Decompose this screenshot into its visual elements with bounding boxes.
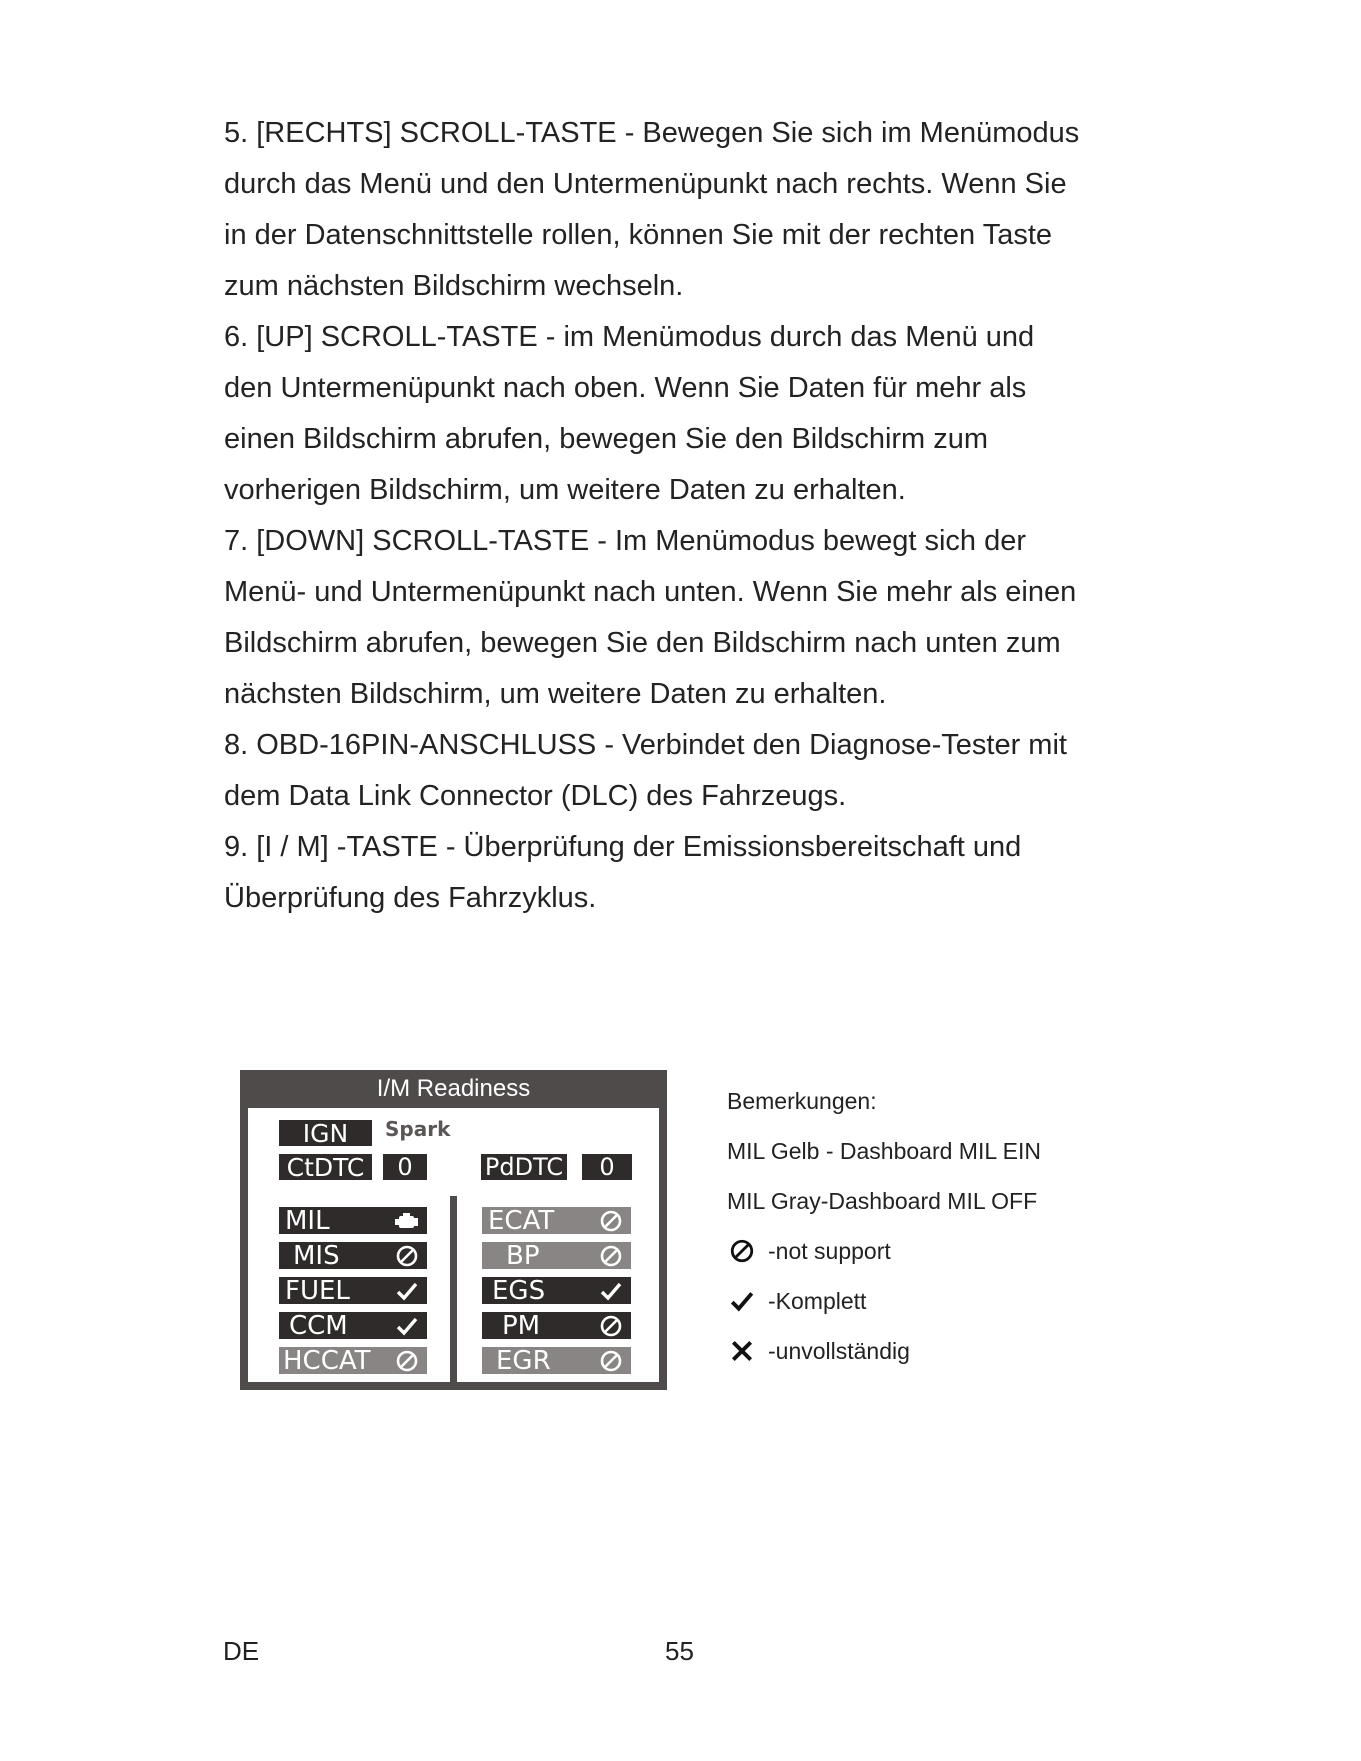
line: 7. [DOWN] SCROLL-TASTE - Im Menümodus bewegt sich der (224, 525, 1027, 557)
line: zum nächsten Bildschirm wechseln. (224, 270, 684, 302)
check-icon (395, 1314, 419, 1338)
monitor-row-pm (482, 1312, 631, 1339)
mil-gray-note: MIL Gray-Dashboard MIL OFF (727, 1188, 1038, 1214)
line: 8. OBD-16PIN-ANSCHLUSS - Verbindet den Diagnose-Tester mit (224, 729, 1067, 761)
ign-label: IGN (279, 1120, 372, 1146)
legend-incomplete (727, 1330, 1177, 1380)
monitor-row-mil (279, 1207, 427, 1234)
monitor-row-bp (482, 1242, 631, 1269)
monitor-label: MIL (285, 1206, 330, 1236)
monitor-label: MIS (293, 1241, 340, 1271)
paragraph-im-key (224, 822, 1144, 924)
monitor-grid (248, 1196, 659, 1382)
monitor-row-fuel (279, 1277, 427, 1304)
paragraph-right-scroll-key (224, 108, 1144, 312)
not-supported-icon (395, 1349, 419, 1373)
line: durch das Menü und den Untermenüpunkt nach rechts. Wenn Sie (224, 168, 1067, 200)
line: Menü- und Untermenüpunkt nach unten. Wenn Sie mehr als einen (224, 576, 1077, 608)
monitor-label: PM (502, 1311, 541, 1341)
line: 6. [UP] SCROLL-TASTE - im Menümodus durch das Menü und (224, 321, 1035, 353)
line: 9. [I / M] -TASTE - Überprüfung der Emissionsbereitschaft und (224, 831, 1022, 863)
monitor-row-ccm (279, 1312, 427, 1339)
pddtc-label: PdDTC (481, 1154, 567, 1180)
monitor-row-egs (482, 1277, 631, 1304)
check-icon (729, 1288, 755, 1314)
line: vorherigen Bildschirm, um weitere Daten zu erhalten. (224, 474, 906, 506)
paragraph-up-scroll-key (224, 312, 1144, 516)
check-icon (599, 1279, 623, 1303)
page-number: 55 (665, 1636, 694, 1666)
legend-text: -Komplett (768, 1288, 867, 1314)
monitor-label: CCM (289, 1311, 348, 1341)
mil-yellow-note: MIL Gelb - Dashboard MIL EIN (727, 1138, 1042, 1164)
screen-title: I/M Readiness (376, 1075, 531, 1102)
ctdtc-label: CtDTC (279, 1154, 372, 1180)
engine-icon (395, 1209, 419, 1233)
ctdtc-value: 0 (383, 1154, 427, 1180)
monitor-row-mis (279, 1242, 427, 1269)
line: einen Bildschirm abrufen, bewegen Sie den Bildschirm zum (224, 423, 989, 455)
left-monitor-column (248, 1196, 450, 1382)
line: nächsten Bildschirm, um weitere Daten zu erhalten. (224, 678, 887, 710)
legend-not-supported (727, 1230, 1177, 1280)
not-supported-icon (599, 1314, 623, 1338)
legend-text: -unvollständig (768, 1338, 910, 1364)
cross-icon (729, 1338, 755, 1364)
remarks-heading: Bemerkungen: (727, 1088, 877, 1114)
paragraph-obd-connector (224, 720, 1144, 822)
monitor-row-hccat (279, 1347, 427, 1374)
ign-value: Spark (385, 1117, 451, 1141)
pddtc-value: 0 (582, 1154, 632, 1180)
monitor-label: BP (506, 1241, 540, 1271)
monitor-label: HCCAT (283, 1346, 371, 1376)
line: Bildschirm abrufen, bewegen Sie den Bildschirm nach unten zum (224, 627, 1061, 659)
monitor-row-egr (482, 1347, 631, 1374)
line: 5. [RECHTS] SCROLL-TASTE - Bewegen Sie sich im Menümodus (224, 117, 1080, 149)
not-supported-icon (599, 1244, 623, 1268)
monitor-label: EGS (492, 1276, 546, 1306)
instructions-text (224, 108, 1144, 924)
monitor-label: EGR (496, 1346, 551, 1376)
check-icon (395, 1279, 419, 1303)
not-supported-icon (599, 1209, 623, 1233)
line: in der Datenschnittstelle rollen, können Sie mit der rechten Taste (224, 219, 1053, 251)
not-supported-icon (599, 1349, 623, 1373)
monitor-row-ecat (482, 1207, 631, 1234)
line: den Untermenüpunkt nach oben. Wenn Sie Daten für mehr als (224, 372, 1027, 404)
monitor-label: FUEL (285, 1276, 350, 1306)
not-supported-icon (395, 1244, 419, 1268)
monitor-label: ECAT (488, 1206, 555, 1236)
line: dem Data Link Connector (DLC) des Fahrzeugs. (224, 780, 847, 812)
legend-complete (727, 1280, 1177, 1330)
paragraph-down-scroll-key (224, 516, 1144, 720)
right-monitor-column (457, 1196, 659, 1382)
not-supported-icon (729, 1238, 755, 1264)
im-readiness-screen (240, 1070, 667, 1390)
line: Überprüfung des Fahrzyklus. (224, 882, 597, 914)
remarks-legend (727, 1080, 1177, 1380)
legend-text: -not support (768, 1238, 891, 1264)
footer-language: DE (223, 1636, 260, 1666)
